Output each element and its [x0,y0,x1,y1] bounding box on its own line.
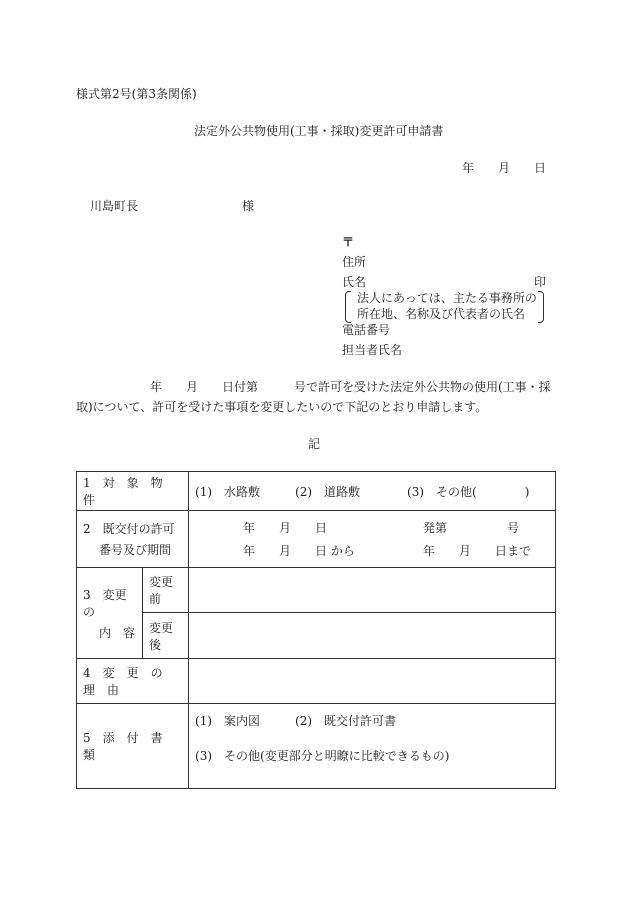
body-text-line2: 取)について、許可を受けた事項を変更したいので下記のとおり申請します。 [76,400,488,414]
attachments-label: 5 添 付 書 類 [77,704,189,789]
after-change-value [189,613,556,659]
change-reason-value [189,659,556,704]
option-other: (3) その他( ) [407,484,530,499]
date-day: 日 [534,161,547,175]
page-title: 法定外公共物使用(工事・採取)変更許可申請書 [194,124,444,138]
target-property-options [189,472,556,511]
date-month: 月 [498,161,511,175]
change-content-label-line1: 3 変更の [83,587,127,619]
corp-note-line2: 所在地、名称及び代表者の氏名 [357,307,526,321]
honorific: 様 [242,199,255,213]
permit-number: 発第 号 [423,521,520,535]
row-existing-permit [77,511,556,568]
attachment-permit: (2) 既交付許可書 [295,714,397,728]
existing-permit-label [77,511,189,568]
left-bracket [345,291,351,323]
row-attachments [77,704,556,789]
body-text-line1: 年 月 日付第 号で許可を受けた法定外公共物の使用(工事・採 [150,380,551,394]
before-change-label: 変更前 [143,568,189,613]
contact-person-label: 担当者氏名 [342,343,403,357]
right-bracket [538,291,544,323]
change-content-label-line2: 内 容 [99,625,136,640]
postal-mark: 〒 [342,235,355,249]
row-change-reason [77,659,556,704]
attachment-other: (3) その他(変更部分と明瞭に比較できるもの) [195,749,450,763]
corp-note-line1: 法人にあっては、主たる事務所の [357,291,537,305]
after-change-label: 変更後 [143,613,189,659]
period-from: 年 月 日 から [243,544,355,558]
attachment-map: (1) 案内図 [195,714,261,728]
target-property-label: 1 対 象 物 件 [77,472,189,511]
existing-permit-values [189,511,556,568]
permit-date: 年 月 日 [243,521,328,535]
row-change-after [77,613,556,659]
row-change-before [77,568,556,613]
name-label: 氏名 [342,275,367,289]
date-year: 年 [462,161,475,175]
seal-mark: 印 [534,275,547,289]
attachments-list [189,704,556,789]
phone-label: 電話番号 [342,323,391,337]
form-number: 様式第2号(第3条関係) [76,87,197,101]
addressee: 川島町長 [90,199,139,213]
before-change-value [189,568,556,613]
option-waterway: (1) 水路敷 [195,484,261,499]
option-road: (2) 道路敷 [295,484,361,499]
change-reason-label: 4 変 更 の 理 由 [77,659,189,704]
address-label: 住所 [342,255,367,269]
row-target-property [77,472,556,511]
period-to: 年 月 日まで [423,544,532,558]
existing-permit-label-line1: 2 既交付の許可 [83,522,175,536]
application-table [76,471,556,789]
ki-heading: 記 [308,437,321,451]
change-content-label [77,568,143,659]
existing-permit-label-line2: 番号及び期間 [99,543,172,557]
